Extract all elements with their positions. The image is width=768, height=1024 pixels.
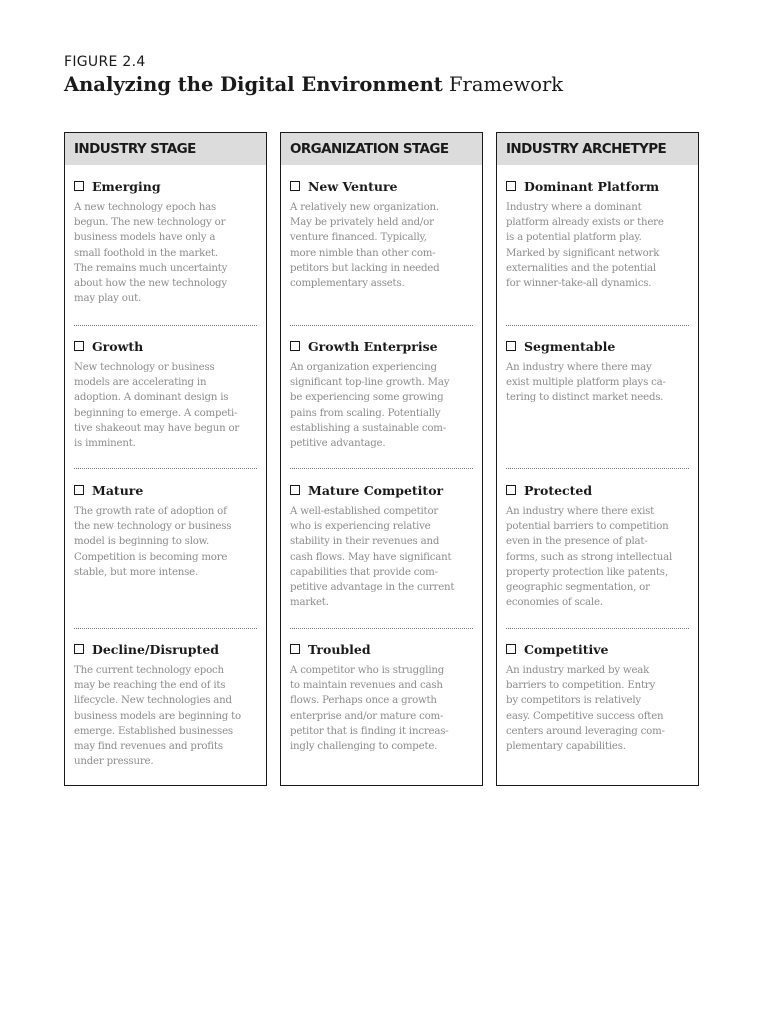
figure-title-bold: Analyzing the Digital Environment [64,73,443,96]
dotted-divider [74,325,257,326]
description-line: may find revenues and profits [74,741,223,753]
option-description [74,360,257,451]
description-line: An industry where there may [506,362,652,373]
dotted-divider [290,325,473,326]
option-title-row [506,481,689,499]
checkbox-icon[interactable] [290,485,300,495]
description-line: enterprise and/or mature com- [290,710,444,722]
description-line: exist multiple platform plays ca- [506,377,666,389]
option-item [506,177,689,291]
industry-stage-column [64,132,267,786]
option-item [74,337,257,451]
option-item [290,337,473,451]
description-line: plementary capabilities. [506,741,626,753]
checkbox-icon[interactable] [506,644,516,654]
column-header: INDUSTRY STAGE [65,133,266,165]
description-line: easy. Competitive success often [506,710,664,722]
description-line: significant top-line growth. May [290,377,450,389]
option-description [506,504,689,610]
option-label: Protected [524,482,593,498]
description-line: Marked by significant network [506,247,660,259]
option-label: Competitive [524,641,609,657]
description-line: An industry where there exist [506,506,655,517]
option-description [290,504,473,610]
description-line: The remains much uncertainty [74,262,228,274]
option-title-row [74,640,257,658]
description-line: capabilities that provide com- [290,566,438,578]
description-line: potential barriers to competition [506,521,669,533]
description-line: New technology or business [74,362,215,373]
description-line: about how the new technology [74,278,227,290]
option-title-row [74,177,257,195]
description-line: forms, such as strong intellectual [506,551,672,563]
description-line: pains from scaling. Potentially [290,407,441,419]
figure-label: FIGURE 2.4 [64,54,146,70]
description-line: establishing a sustainable com- [290,422,447,434]
description-line: A relatively new organization. [290,202,439,213]
option-title-row [290,481,473,499]
description-line: small foothold in the market. [74,247,218,259]
description-line: more nimble than other com- [290,247,436,259]
dotted-divider [506,325,689,326]
checkbox-icon[interactable] [290,341,300,351]
option-item [290,177,473,291]
description-line: market. [290,597,329,609]
figure-title [64,73,563,96]
option-item [74,640,257,769]
option-item [290,640,473,754]
description-line: externalities and the potential [506,262,656,274]
description-line: model is beginning to slow. [74,536,210,548]
checkbox-icon[interactable] [506,341,516,351]
description-line: The current technology epoch [74,665,224,676]
option-title-row [506,177,689,195]
option-item [506,337,689,406]
checkbox-icon[interactable] [290,181,300,191]
checkbox-icon[interactable] [74,644,84,654]
description-line: models are accelerating in [74,377,207,389]
description-line: barriers to competition. Entry [506,680,656,692]
description-line: petitive advantage. [290,438,386,450]
description-line: may play out. [74,293,142,305]
option-label: Dominant Platform [524,178,660,194]
description-line: A competitor who is struggling [290,665,445,676]
description-line: property protection like patents, [506,566,668,578]
option-title-row [290,177,473,195]
checkbox-icon[interactable] [74,341,84,351]
option-title-row [74,337,257,355]
option-item [506,640,689,754]
option-description [290,200,473,291]
industry-archetype-column [496,132,699,786]
option-item [74,177,257,306]
description-line: A well-established competitor [290,506,439,517]
description-line: adoption. A dominant design is [74,392,229,404]
option-label: Emerging [92,178,161,194]
description-line: be experiencing some growing [290,392,444,404]
description-line: geographic segmentation, or [506,582,650,594]
option-label: Growth [92,338,144,354]
description-line: emerge. Established businesses [74,725,233,737]
option-label: Troubled [308,641,371,657]
dotted-divider [74,468,257,469]
description-line: The growth rate of adoption of [74,506,227,517]
description-line: centers around leveraging com- [506,725,665,737]
description-line: complementary assets. [290,278,405,290]
option-title-row [506,337,689,355]
option-label: Mature [92,482,144,498]
description-line: business models are beginning to [74,710,241,722]
option-label: Decline/Disrupted [92,641,220,657]
description-line: Competition is becoming more [74,551,228,563]
option-label: Segmentable [524,338,616,354]
description-line: beginning to emerge. A competi- [74,407,238,419]
dotted-divider [290,468,473,469]
option-description [74,663,257,769]
organization-stage-column [280,132,483,786]
description-line: An industry marked by weak [506,665,650,676]
option-item [290,481,473,610]
option-description [290,360,473,451]
description-line: ingly challenging to compete. [290,741,438,753]
option-label: Growth Enterprise [308,338,438,354]
checkbox-icon[interactable] [290,644,300,654]
dotted-divider [290,628,473,629]
description-line: A new technology epoch has [74,202,216,213]
description-line: petitors but lacking in needed [290,262,440,274]
description-line: is imminent. [74,438,136,450]
figure-title-light: Framework [449,73,564,96]
checkbox-icon[interactable] [74,181,84,191]
description-line: the new technology or business [74,521,232,533]
checkbox-icon[interactable] [506,181,516,191]
description-line: petitive advantage in the current [290,582,455,594]
description-line: begun. The new technology or [74,217,226,229]
description-line: tering to distinct market needs. [506,392,664,404]
option-item [74,481,257,580]
description-line: tive shakeout may have begun or [74,422,240,434]
description-line: cash flows. May have significant [290,551,452,563]
description-line: even in the presence of plat- [506,536,648,548]
option-title-row [290,640,473,658]
description-line: may be reaching the end of its [74,680,226,692]
option-title-row [74,481,257,499]
description-line: An organization experiencing [290,362,437,373]
description-line: platform already exists or there [506,217,664,229]
option-description [74,504,257,580]
dotted-divider [74,628,257,629]
description-line: is a potential platform play. [506,232,642,244]
option-item [506,481,689,610]
option-description [506,360,689,406]
dotted-divider [506,468,689,469]
option-description [290,663,473,754]
option-description [506,200,689,291]
description-line: Industry where a dominant [506,202,642,213]
column-header: ORGANIZATION STAGE [281,133,482,165]
dotted-divider [506,628,689,629]
checkbox-icon[interactable] [74,485,84,495]
checkbox-icon[interactable] [506,485,516,495]
description-line: by competitors is relatively [506,695,641,707]
option-label: New Venture [308,178,398,194]
option-description [74,200,257,306]
option-title-row [506,640,689,658]
description-line: stability in their revenues and [290,536,440,548]
description-line: under pressure. [74,756,154,768]
description-line: business models have only a [74,232,216,244]
description-line: lifecycle. New technologies and [74,695,232,707]
description-line: to maintain revenues and cash [290,680,443,692]
description-line: for winner-take-all dynamics. [506,278,652,290]
description-line: petitor that is finding it increas- [290,725,449,737]
option-title-row [290,337,473,355]
description-line: economies of scale. [506,597,603,609]
description-line: May be privately held and/or [290,217,434,229]
description-line: who is experiencing relative [290,521,431,533]
option-label: Mature Competitor [308,482,444,498]
column-header: INDUSTRY ARCHETYPE [497,133,698,165]
description-line: stable, but more intense. [74,566,199,578]
description-line: flows. Perhaps once a growth [290,695,437,707]
description-line: venture financed. Typically, [290,232,427,244]
option-description [506,663,689,754]
